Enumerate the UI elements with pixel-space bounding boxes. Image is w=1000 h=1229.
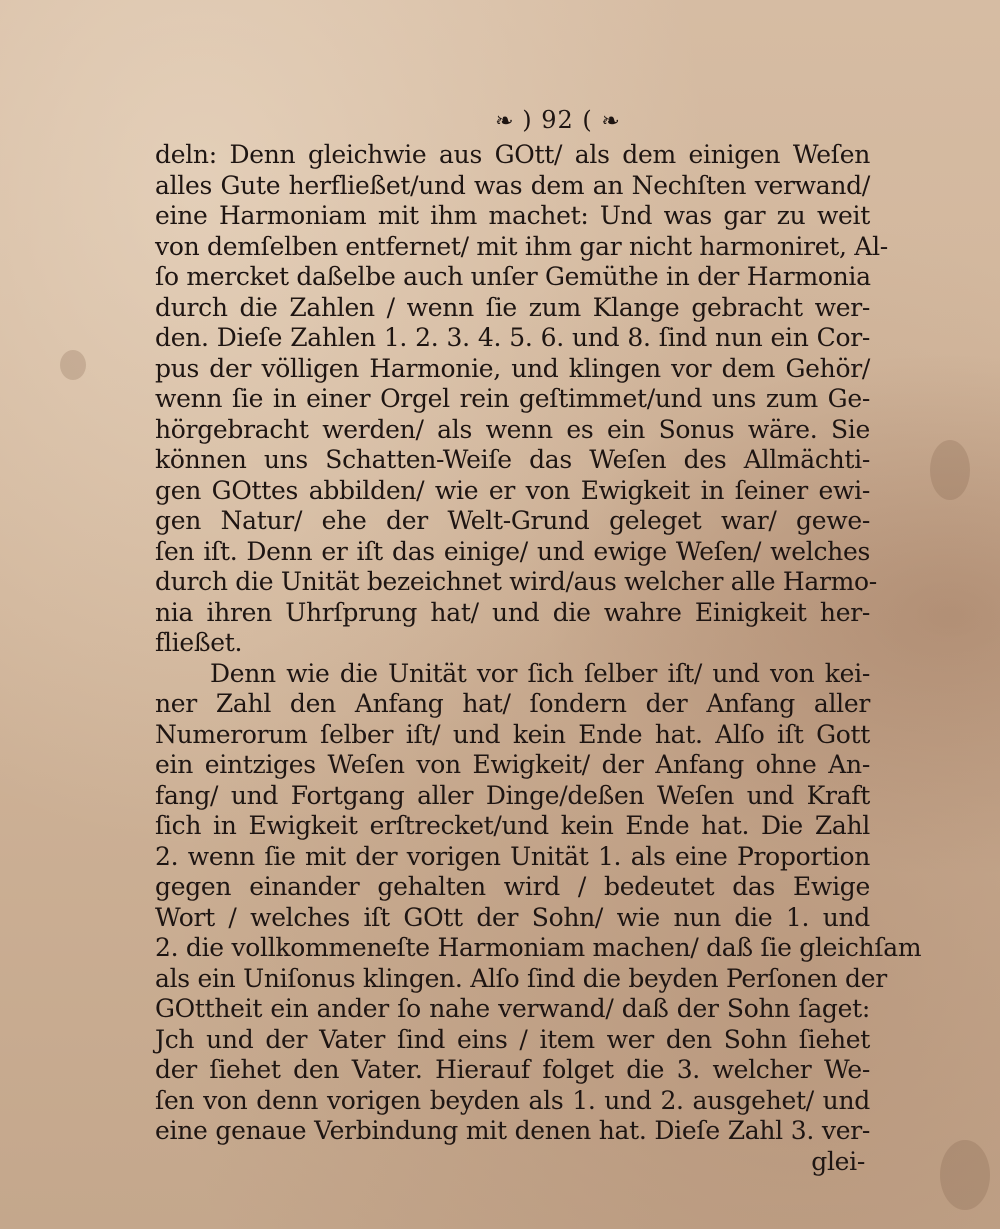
text-line: wenn ſie in einer Orgel rein geſtimmet/und uns zum Ge- [155, 384, 870, 413]
text-line: der ſiehet den Vater. Hierauf folget die 3. welcher We- [155, 1055, 870, 1084]
page-text [155, 100, 922, 1177]
text-line: Jch und der Vater ſind eins / item wer den Sohn ſiehet [155, 1024, 870, 1054]
paper-stain [940, 1140, 990, 1210]
text-line: als ein Uniſonus klingen. Alſo ſind die beyden Perſonen der [155, 963, 887, 993]
text-line: gen GOttes abbilden/ wie er von Ewigkeit in ſeiner ewi- [155, 475, 870, 505]
text-line: deln: Denn gleichwie aus GOtt/ als dem einigen Weſen [155, 140, 870, 169]
text-line: von demſelben entfernet/ mit ihm gar nicht harmoniret, Al- [155, 231, 888, 261]
text-line: ein eintziges Weſen von Ewigkeit/ der Anfang ohne An- [155, 750, 870, 779]
running-head [155, 100, 870, 140]
text-line: ſen von denn vorigen beyden als 1. und 2. ausgehet/ und [155, 1085, 870, 1115]
text-line: GOttheit ein ander ſo nahe verwand/ daß der Sohn ſaget: [155, 994, 870, 1023]
text-line: fang/ und Fortgang aller Dinge/deßen Weſen und Kraft [155, 780, 870, 810]
text-line: alles Gute herfließet/und was dem an Nechſten verwand/ [155, 170, 870, 200]
text-line: den. Dieſe Zahlen 1. 2. 3. 4. 5. 6. und 8. ſind nun ein Cor- [155, 323, 870, 352]
text-line: ſen iſt. Denn er iſt das einige/ und ewige Weſen/ welches [155, 536, 870, 566]
text-line: hörgebracht werden/ als wenn es ein Sonus wäre. Sie [155, 414, 870, 444]
right-ornament-icon: ❧ [601, 109, 620, 134]
text-line: ſo mercket daßelbe auch unſer Gemüthe in der Harmonia [155, 262, 871, 291]
page-number: ) 92 ( [522, 106, 593, 134]
text-line: gegen einander gehalten wird / bedeutet das Ewige [155, 872, 870, 901]
paragraph-end-line: fließet. [155, 628, 243, 657]
text-line: 2. die vollkommeneſte Harmoniam machen/ daß ſie gleichſam [155, 933, 922, 962]
text-line: ſich in Ewigkeit erſtrecket/und kein Ende hat. Die Zahl [155, 811, 870, 840]
paper-stain [930, 440, 970, 500]
catchword: glei- [811, 1146, 865, 1176]
text-line: nia ihren Uhrſprung hat/ und die wahre Einigkeit her- [155, 597, 870, 627]
text-line: ner Zahl den Anfang hat/ ſondern der Anfang aller [155, 689, 870, 718]
text-line: durch die Zahlen / wenn ſie zum Klange gebracht wer- [155, 292, 870, 322]
text-line: eine genaue Verbindung mit denen hat. Dieſe Zahl 3. ver- [155, 1116, 870, 1145]
text-line: Wort / welches iſt GOtt der Sohn/ wie nun die 1. und [155, 902, 870, 932]
paper-stain [60, 350, 86, 380]
text-line: eine Harmoniam mit ihm machet: Und was gar zu weit [155, 201, 870, 230]
text-line: können uns Schatten-Weiſe das Weſen des Allmächti- [155, 445, 870, 474]
text-line: gen Natur/ ehe der Welt-Grund geleget war/ gewe- [155, 506, 870, 535]
left-ornament-icon: ❧ [495, 109, 514, 134]
text-line: 2. wenn ſie mit der vorigen Unität 1. als eine Proportion [155, 841, 870, 871]
text-line: Numerorum ſelber iſt/ und kein Ende hat. Alſo iſt Gott [155, 719, 870, 749]
text-line: durch die Unität bezeichnet wird/aus welcher alle Harmo- [155, 567, 877, 596]
text-line: pus der völligen Harmonie, und klingen vor dem Gehör/ [155, 353, 870, 383]
paragraph-first-line: Denn wie die Unität vor ſich ſelber iſt/ und von kei- [210, 658, 870, 688]
